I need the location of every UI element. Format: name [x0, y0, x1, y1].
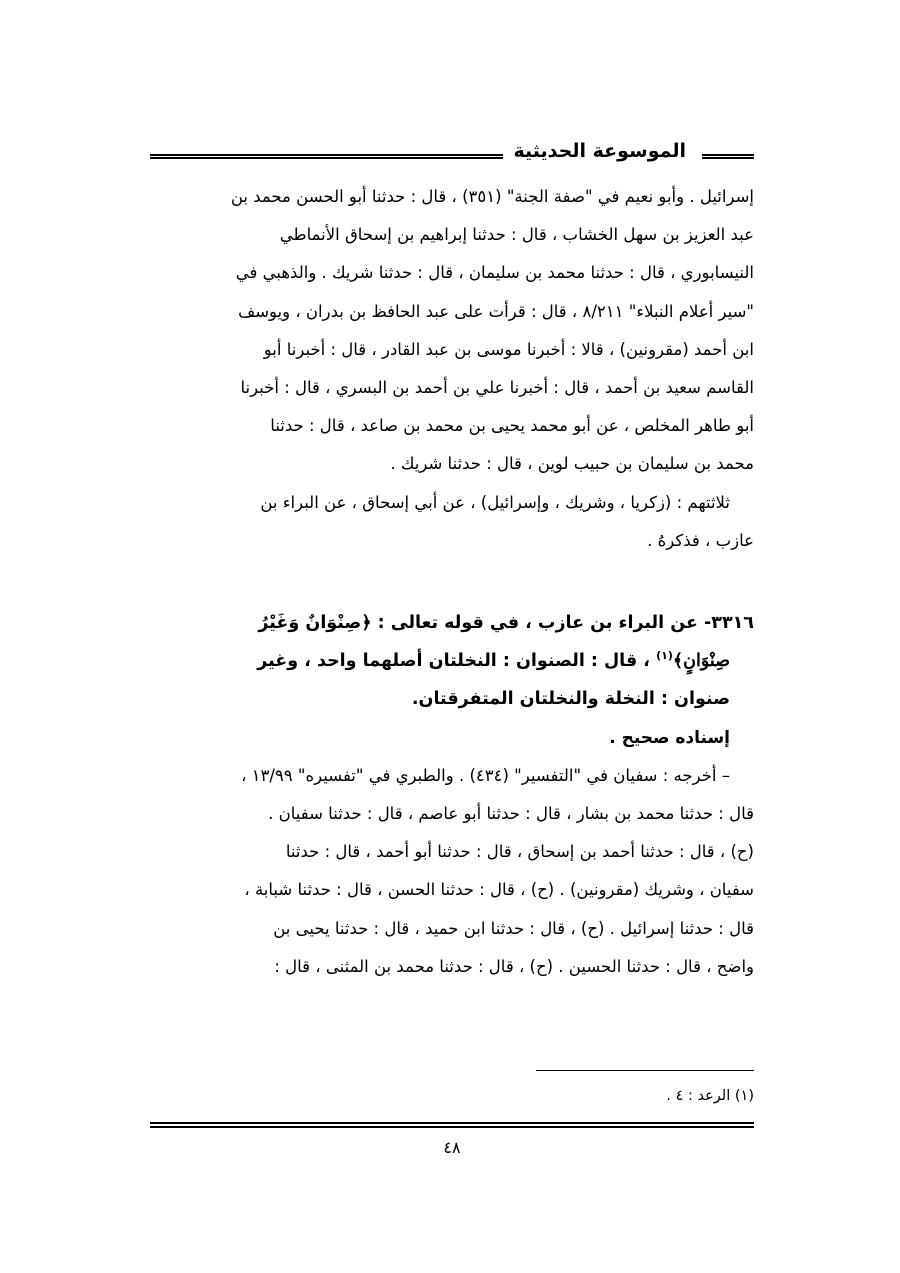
- hadith-line: صنوان : النخلة والنخلتان المتفرقتان.: [411, 689, 730, 710]
- hadith-block: [150, 604, 754, 719]
- footnote-separator: [536, 1070, 754, 1071]
- footnote-marker[interactable]: (١): [656, 649, 673, 663]
- book-page: [150, 138, 754, 1168]
- summary-block: [150, 484, 754, 560]
- quran-verse-end: صِنْوَانٍ﴾: [672, 651, 730, 672]
- text-line: (ح) ، قال : حدثنا أحمد بن إسحاق ، قال : حدثنا أبو أحمد ، قال : حدثنا: [285, 842, 754, 862]
- text-line: إسرائيل . وأبو نعيم في "صفة الجنة" (٣٥١) ، قال : حدثنا أبو الحسن محمد بن: [230, 187, 754, 206]
- text-line: – أخرجه : سفيان في "التفسير" (٤٣٤) . والطبري في "تفسيره" ١٣/٩٩ ،: [241, 765, 730, 785]
- text-line: محمد بن سليمان بن حبيب لوين ، قال : حدثنا شريك .: [390, 454, 754, 474]
- section-spacer: [150, 560, 754, 604]
- text-line: سفيان ، وشريك (مقرونين) . (ح) ، قال : حدثنا الحسن ، قال : حدثنا شبابة ،: [244, 880, 754, 900]
- text-line: قال : حدثنا إسرائيل . (ح) ، قال : حدثنا ابن حميد ، قال : حدثنا يحيى بن: [273, 918, 754, 938]
- bottom-double-rule: [150, 1122, 754, 1128]
- text-line: القاسم سعيد بن أحمد ، قال : أخبرنا علي بن أحمد بن البسري ، قال : أخبرنا: [240, 378, 754, 398]
- takhrij-block: [150, 757, 754, 986]
- narration-chain-block: [150, 178, 754, 484]
- page-number: ٤٨: [443, 1138, 461, 1157]
- running-header: [150, 138, 754, 178]
- header-rule-short: [702, 154, 754, 159]
- text-line: واضح ، قال : حدثنا الحسين . (ح) ، قال : حدثنا محمد بن المثنى ، قال :: [274, 956, 754, 976]
- text-line: قال : حدثنا محمد بن بشار ، قال : حدثنا أبو عاصم ، قال : حدثنا سفيان .: [268, 804, 754, 824]
- text-line: ثلاثتهم : (زكريا ، وشريك ، وإسرائيل) ، عن أبي إسحاق ، عن البراء بن: [260, 492, 730, 512]
- text-line: ابن أحمد (مقرونين) ، قالا : أخبرنا موسى بن عبد القادر ، قال : أخبرنا أبو: [263, 339, 754, 359]
- header-title: الموسوعة الحديثية: [504, 140, 697, 162]
- text-line: أبو طاهر المخلص ، عن أبو محمد يحيى بن محمد بن صاعد ، قال : حدثنا: [270, 416, 754, 436]
- isnad-verdict: إسناده صحيح .: [609, 727, 730, 748]
- hadith-line: ٣٣١٦- عن البراء بن عازب ، في قوله تعالى : ﴿صِنْوَانٌ وَغَيْرُ: [258, 613, 754, 634]
- hadith-line: [150, 642, 754, 680]
- text-line: عازب ، فذكرهُ .: [647, 530, 754, 550]
- header-rule-long: [150, 154, 503, 159]
- text-line: عبد العزيز بن سهل الخشاب ، قال : حدثنا إبراهيم بن إسحاق الأنماطي: [279, 225, 754, 245]
- text-line: النيسابوري ، قال : حدثنا محمد بن سليمان ، قال : حدثنا شريك . والذهبي في: [235, 263, 754, 283]
- footnote: (١) الرعد : ٤ .: [666, 1088, 754, 1104]
- hadith-text: ، قال : الصنوان : النخلتان أصلهما واحد ، وغير: [257, 651, 657, 672]
- text-line: "سير أعلام النبلاء" ٨/٢١١ ، قال : قرأت على عبد الحافظ بن بدران ، ويوسف: [238, 301, 754, 321]
